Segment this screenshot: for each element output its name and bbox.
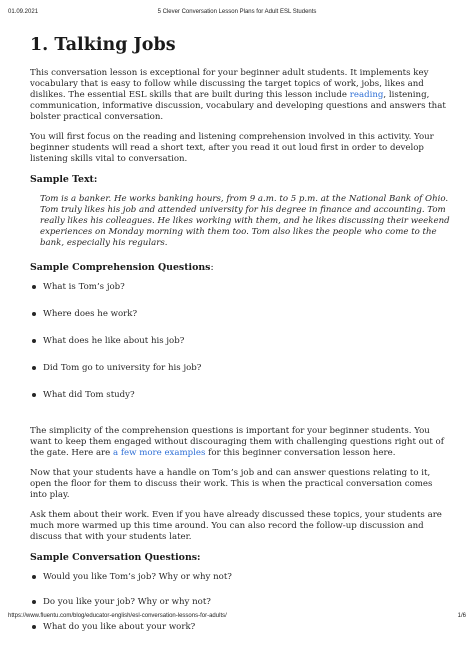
sample-text-heading [30,174,450,186]
bullet-icon [32,393,36,397]
body-paragraph-1 [30,426,450,459]
body-text-before-link: The simplicity of the comprehension questions is important for your beginner students. You want to keep them engaged without discouraging them with challenging questions right out of the gate. Here are [30,426,444,458]
bullet-icon [32,312,36,316]
question-text: What do you like about your work? [43,622,196,632]
reading-link[interactable]: reading [349,90,384,100]
comprehension-question-list [30,282,450,417]
bullet-icon [32,366,36,370]
conversation-heading-label: Sample Conversation Questions [30,552,198,563]
body-text-after-link: for this beginner conversation lesson here. [205,448,396,458]
intro-paragraph-1 [30,68,450,123]
article-content [30,34,450,656]
intro-text-after-link: , listening, communication, informative discussion, vocabulary and developing questions and answers that bolster practical conversation. [30,90,446,122]
conversation-heading [30,552,450,564]
list-item [30,572,450,597]
list-item [30,282,450,309]
print-header [8,9,466,19]
comprehension-heading [30,262,450,274]
sample-text-heading-colon: : [93,174,98,185]
list-item [30,622,450,647]
print-doc-title: 5 Clever Conversation Lesson Plans for Adult ESL Students [157,9,317,15]
page-number: 1/6 [457,613,466,619]
conversation-question-list [30,572,450,647]
body-paragraph-2: Now that your students have a handle on Tom’s job and can answer questions relating to it, open the floor for them to discuss their work. This is when the practical conversation comes into play. [30,468,433,500]
bullet-icon [32,339,36,343]
section-heading: 1. Talking Jobs [30,35,176,55]
list-item [30,309,450,336]
question-text: Do you like your job? Why or why not? [43,597,211,607]
comprehension-heading-colon: : [210,262,214,273]
question-text: Would you like Tom’s job? Why or why not? [43,572,232,582]
intro-paragraph-2: You will first focus on the reading and listening comprehension involved in this activity. Your beginner students will read a short text, after you read it out loud first in order to develop listening skills vital to conversation. [30,132,434,164]
list-item [30,336,450,363]
bullet-icon [32,285,36,289]
conversation-heading-colon: : [197,552,201,563]
question-text: Where does he work? [43,309,138,319]
question-text: What does he like about his job? [43,336,185,346]
question-text: What did Tom study? [43,390,135,400]
bullet-icon [32,600,36,604]
list-item [30,363,450,390]
comprehension-heading-label: Sample Comprehension Questions [30,262,211,273]
bullet-icon [32,575,36,579]
more-examples-link[interactable]: a few more examples [113,448,206,458]
print-footer [8,613,466,623]
intro-text-before-link: This conversation lesson is exceptional for your beginner adult students. It implements key vocabulary that is easy to follow while discussing the target topics of work, jobs, likes and dislikes. The essential ESL skills that are built during this lesson include [30,68,429,100]
list-item [30,390,450,417]
print-date: 01.09.2021 [8,9,39,15]
body-paragraph-3: Ask them about their work. Even if you have already discussed these topics, your students are much more warmed up this time around. You can also record the follow-up discussion and discuss that with your students later. [30,510,442,542]
print-url: https://www.fluentu.com/blog/educator-english/esl-conversation-lessons-for-adults/ [8,613,227,619]
sample-text-heading-label: Sample Text [30,174,94,185]
sample-text-body: Tom is a banker. He works banking hours, from 9 a.m. to 5 p.m. at the National Bank of Ohio. Tom truly likes his job and attended university for his degree in finance and accounting. Tom really likes his colleagues. He likes working with them, and he likes discussing their weekend experiences on Monday morning with them too. Tom also likes the people who come to the bank, especially his regulars. [40,194,450,248]
question-text: What is Tom’s job? [43,282,125,292]
bullet-icon [32,625,36,629]
question-text: Did Tom go to university for his job? [43,363,202,373]
